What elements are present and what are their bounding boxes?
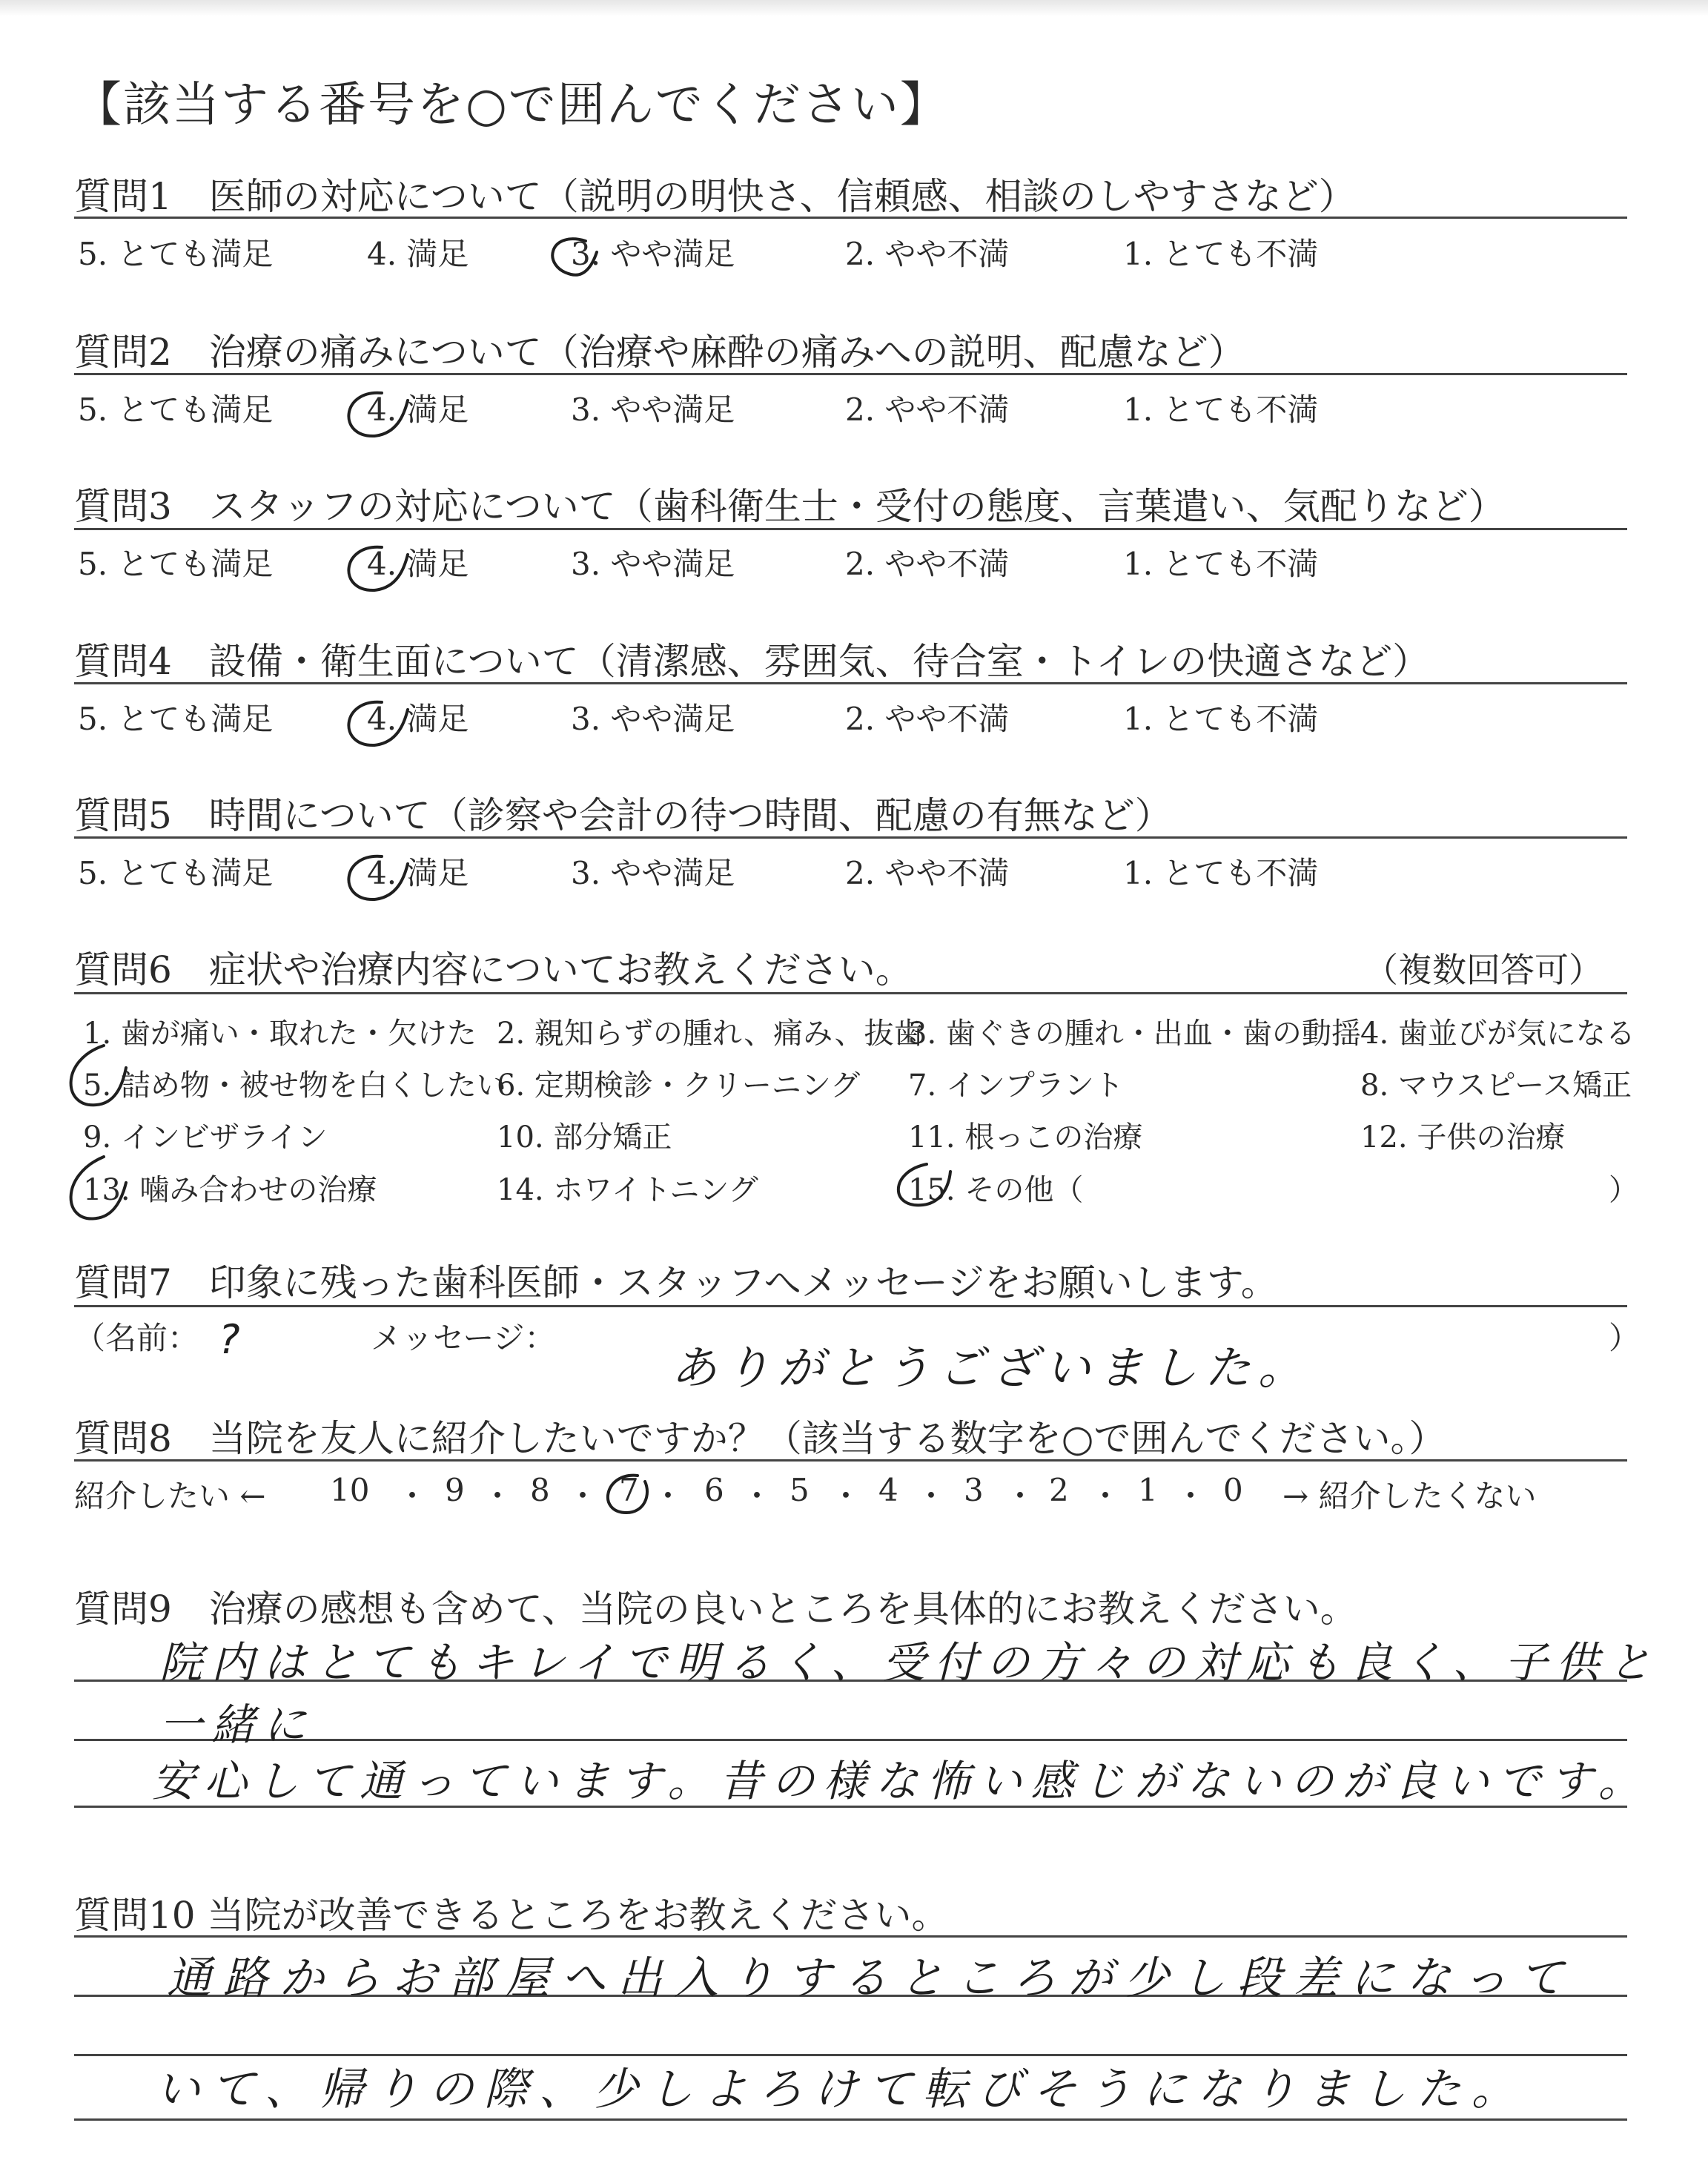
q8-left-label: 紹介したい ← (74, 1478, 266, 1514)
q6-option-10[interactable]: 10. 部分矯正 (497, 1120, 672, 1155)
q5-option-3[interactable]: 3. やや満足 (571, 855, 735, 891)
q10-answer-line-2[interactable]: いて、帰りの際、少しよろけて転びそうになりました。 (156, 2064, 1526, 2116)
q7-rule (74, 1305, 1627, 1307)
q6-other-close-paren: ） (1609, 1173, 1638, 1207)
q1-option-2[interactable]: 2. やや不満 (845, 236, 1010, 272)
scan-top-band (0, 0, 1708, 16)
q8-score-0[interactable]: 0 (1223, 1472, 1243, 1508)
q6-option-15[interactable]: 15. その他（ (908, 1173, 1084, 1207)
q6-option-8[interactable]: 8. マウスピース矯正 (1360, 1069, 1632, 1103)
q6-option-13[interactable]: 13. 噛み合わせの治療 (83, 1173, 377, 1207)
q7-name-value[interactable]: ? (219, 1316, 248, 1363)
q8-rule (74, 1459, 1627, 1462)
q8-dot: ・ (1175, 1478, 1207, 1514)
q1-rule (74, 217, 1627, 219)
q5-rule (74, 836, 1627, 839)
q8-right-label: → 紹介したくない (1282, 1478, 1537, 1514)
q6-rule (74, 992, 1627, 994)
q10-line-4 (74, 2118, 1627, 2121)
q7-heading: 質問7 印象に残った歯科医師・スタッフへメッセージをお願いします。 (74, 1261, 1278, 1304)
q8-dot: ・ (1004, 1478, 1036, 1514)
q3-rule (74, 528, 1627, 530)
q8-dot: ・ (567, 1478, 599, 1514)
q3-option-4[interactable]: 4. 満足 (367, 546, 469, 582)
q8-dot: ・ (916, 1478, 947, 1514)
q6-option-14[interactable]: 14. ホワイトニング (497, 1173, 758, 1207)
q8-dot: ・ (397, 1478, 428, 1514)
q5-option-5[interactable]: 5. とても満足 (78, 855, 274, 891)
q3-option-5[interactable]: 5. とても満足 (78, 546, 274, 582)
q10-line-1 (74, 1935, 1627, 1938)
q7-message[interactable]: ありがとうございました。 (671, 1341, 1312, 1395)
q2-option-4[interactable]: 4. 満足 (367, 392, 469, 428)
q6-option-5[interactable]: 5. 詰め物・被せ物を白くしたい (83, 1069, 506, 1103)
q10-heading: 質問10 当院が改善できるところをお教えください。 (74, 1894, 949, 1937)
q1-heading: 質問1 医師の対応について（説明の明快さ、信頼感、相談のしやすさなど） (74, 175, 1356, 218)
q7-message-label: メッセージ： (371, 1320, 556, 1356)
q4-heading: 質問4 設備・衛生面について（清潔感、雰囲気、待合室・トイレの快適さなど） (74, 640, 1430, 683)
q4-option-5[interactable]: 5. とても満足 (78, 701, 274, 737)
q8-score-10[interactable]: 10 (330, 1472, 370, 1508)
q1-option-1[interactable]: 1. とても不満 (1123, 236, 1319, 272)
q6-option-11[interactable]: 11. 根っこの治療 (908, 1120, 1143, 1155)
q8-score-3[interactable]: 3 (964, 1472, 984, 1508)
q3-option-1[interactable]: 1. とても不満 (1123, 546, 1319, 582)
q4-option-1[interactable]: 1. とても不満 (1123, 701, 1319, 737)
form-title: 【該当する番号を○で囲んでください】 (74, 78, 949, 133)
q2-rule (74, 373, 1627, 375)
q8-dot: ・ (741, 1478, 773, 1514)
q9-answer-line-2[interactable]: 安心して通っています。昔の様な怖い感じがないのが良いです。 (152, 1756, 1650, 1806)
q8-score-7[interactable]: 7 (619, 1472, 639, 1508)
q3-option-2[interactable]: 2. やや不満 (845, 546, 1010, 582)
q8-dot: ・ (1090, 1478, 1122, 1514)
q5-option-2[interactable]: 2. やや不満 (845, 855, 1010, 891)
q4-option-4[interactable]: 4. 満足 (367, 701, 469, 737)
q8-heading: 質問8 当院を友人に紹介したいですか？（該当する数字を○で囲んでください。） (74, 1417, 1446, 1460)
q8-dot: ・ (482, 1478, 514, 1514)
q6-option-7[interactable]: 7. インプラント (908, 1069, 1124, 1103)
q1-option-5[interactable]: 5. とても満足 (78, 236, 274, 272)
q5-option-4[interactable]: 4. 満足 (367, 855, 469, 891)
q8-score-5[interactable]: 5 (790, 1472, 810, 1508)
q7-name-label: （名前： (74, 1320, 199, 1356)
q2-option-3[interactable]: 3. やや満足 (571, 392, 735, 428)
q6-option-12[interactable]: 12. 子供の治療 (1360, 1120, 1566, 1155)
q7-close-paren: ） (1609, 1320, 1641, 1356)
q5-option-1[interactable]: 1. とても不満 (1123, 855, 1319, 891)
q8-score-4[interactable]: 4 (878, 1472, 898, 1508)
q4-option-2[interactable]: 2. やや不満 (845, 701, 1010, 737)
q4-option-3[interactable]: 3. やや満足 (571, 701, 735, 737)
q2-option-5[interactable]: 5. とても満足 (78, 392, 274, 428)
q1-option-3[interactable]: 3. やや満足 (571, 236, 735, 272)
q6-option-6[interactable]: 6. 定期検診・クリーニング (497, 1069, 861, 1103)
q6-heading: 質問6 症状や治療内容についてお教えください。 (74, 948, 913, 991)
q4-rule (74, 682, 1627, 684)
q8-score-6[interactable]: 6 (704, 1472, 724, 1508)
q8-score-9[interactable]: 9 (445, 1472, 465, 1508)
q1-option-4[interactable]: 4. 満足 (367, 236, 469, 272)
q6-option-2[interactable]: 2. 親知らずの腫れ、痛み、抜歯 (497, 1017, 924, 1051)
q3-heading: 質問3 スタッフの対応について（歯科衛生士・受付の態度、言葉遣い、気配りなど） (74, 485, 1506, 528)
q6-option-1[interactable]: 1. 歯が痛い・取れた・欠けた (83, 1017, 477, 1051)
q5-heading: 質問5 時間について（診察や会計の待つ時間、配慮の有無など） (74, 794, 1172, 837)
q8-score-1[interactable]: 1 (1138, 1472, 1158, 1508)
q2-option-1[interactable]: 1. とても不満 (1123, 392, 1319, 428)
q8-dot: ・ (652, 1478, 684, 1514)
q8-dot: ・ (830, 1478, 862, 1514)
q9-answer-line-1[interactable]: 院内はとてもキレイで明るく、受付の方々の対応も良く、子供と一緒に (159, 1637, 1661, 1750)
q8-score-2[interactable]: 2 (1049, 1472, 1069, 1508)
q6-multiple-note: （複数回答可） (1364, 950, 1603, 990)
q3-option-3[interactable]: 3. やや満足 (571, 546, 735, 582)
q6-option-3[interactable]: 3. 歯ぐきの腫れ・出血・歯の動揺 (908, 1017, 1361, 1051)
q2-heading: 質問2 治療の痛みについて（治療や麻酔の痛みへの説明、配慮など） (74, 331, 1245, 374)
q6-option-4[interactable]: 4. 歯並びが気になる (1360, 1017, 1635, 1051)
q9-heading: 質問9 治療の感想も含めて、当院の良いところを具体的にお教えください。 (74, 1588, 1357, 1631)
q8-score-8[interactable]: 8 (530, 1472, 550, 1508)
q10-answer-line-1[interactable]: 通路からお部屋へ出入りするところが少し段差になって (167, 1952, 1575, 2004)
q6-option-9[interactable]: 9. インビザライン (83, 1120, 328, 1155)
q2-option-2[interactable]: 2. やや不満 (845, 392, 1010, 428)
